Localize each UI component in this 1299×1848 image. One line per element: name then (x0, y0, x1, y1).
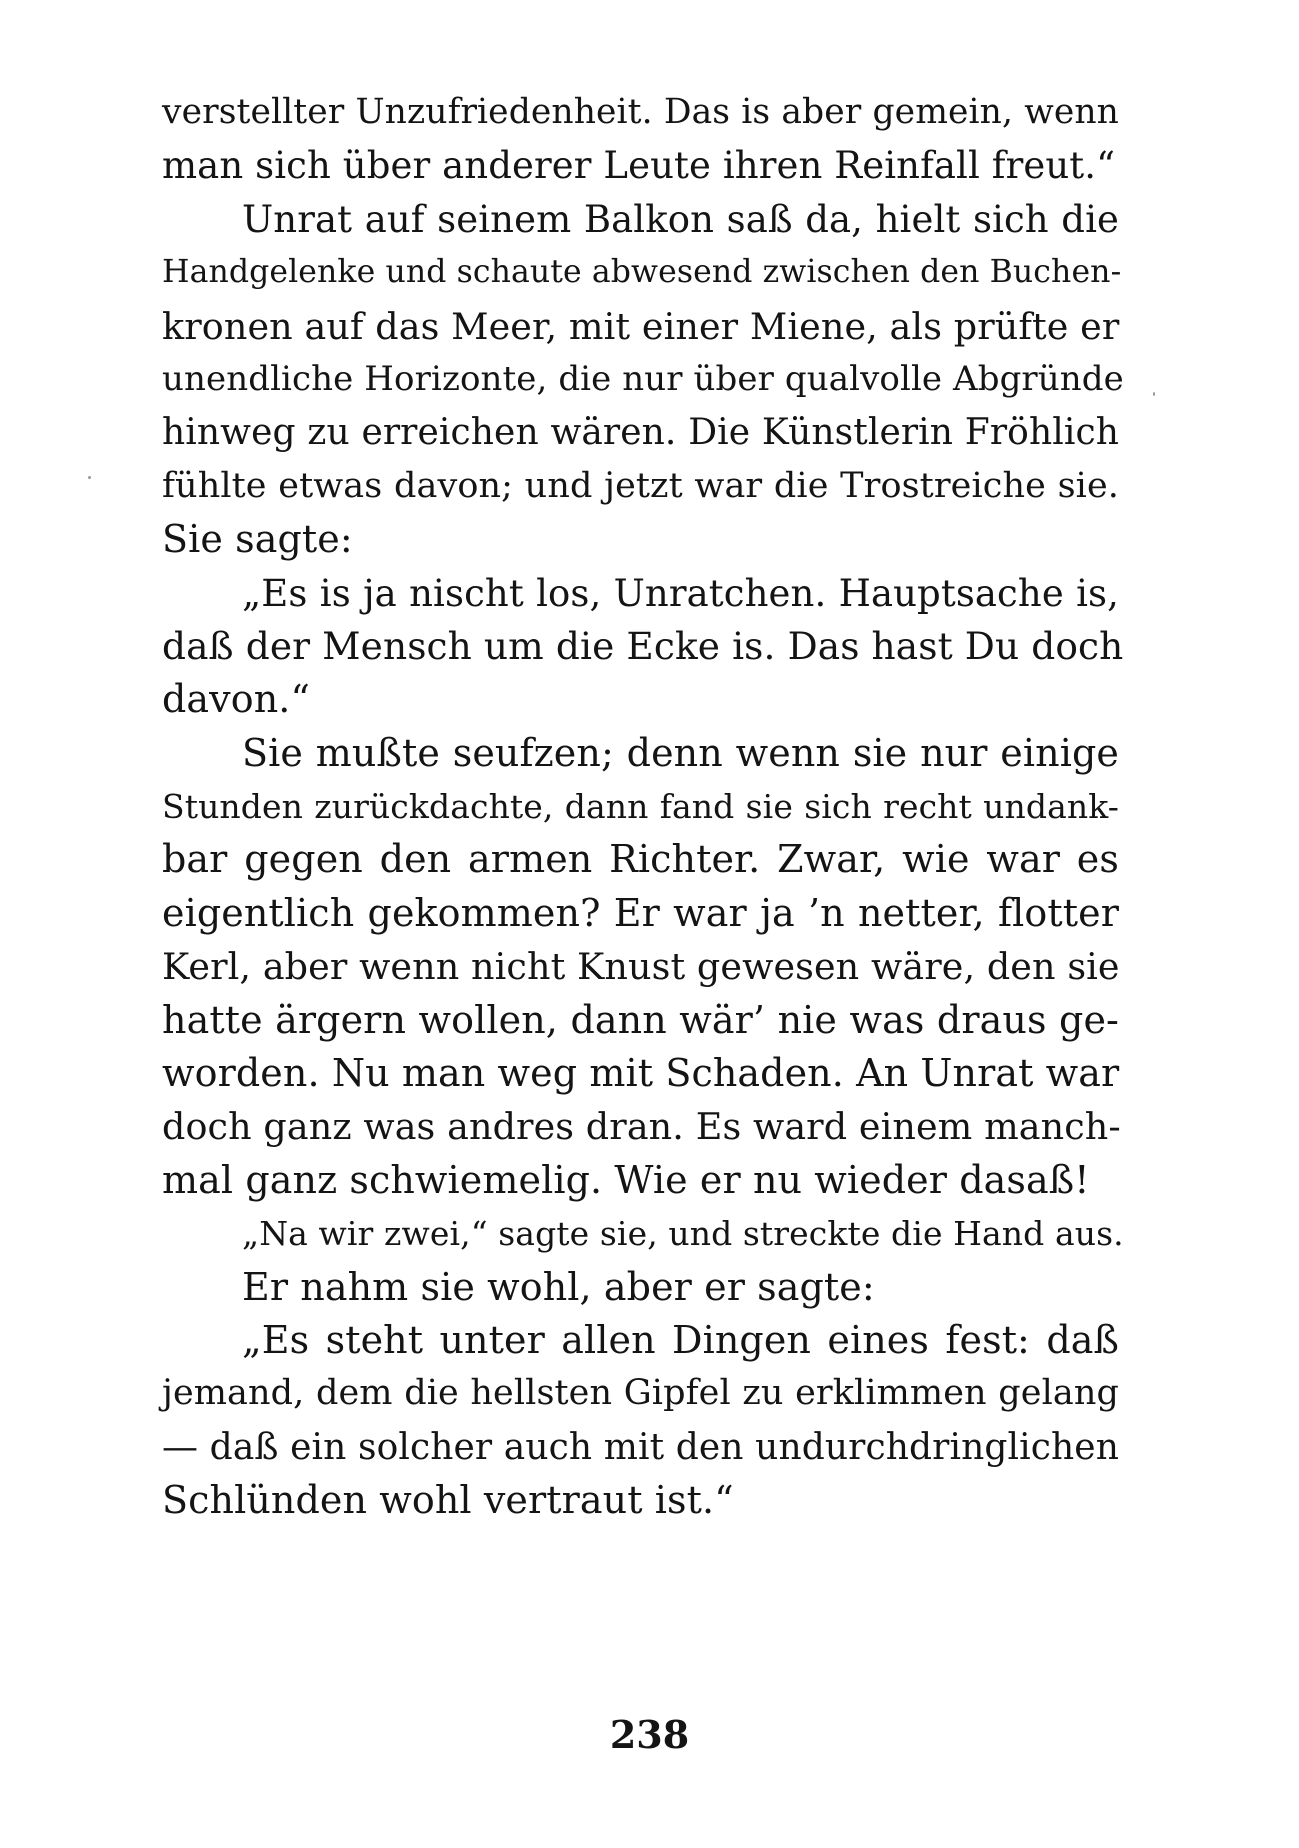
text-line: hatte ärgern wollen, dann wär’ nie was draus ge- (162, 997, 1119, 1042)
text-line: Kerl, aber wenn nicht Knust gewesen wäre, den sie (162, 945, 1120, 989)
text-line: mal ganz schwiemelig. Wie er nu wieder dasaß! (162, 1157, 1090, 1202)
text-line: man sich über anderer Leute ihren Reinfall freut.“ (162, 144, 1116, 188)
text-line: „Es steht unter allen Dingen eines fest: daß (242, 1317, 1119, 1362)
text-line: Handgelenke und schaute abwesend zwischen den Buchen- (162, 254, 1122, 291)
page-number: 238 (609, 1712, 690, 1757)
text-line: hinweg zu erreichen wären. Die Künstlerin Fröhlich (162, 412, 1119, 454)
text-line: davon.“ (162, 677, 311, 722)
text-line: Schlünden wohl vertraut ist.“ (162, 1478, 734, 1523)
text-line: kronen auf das Meer, mit einer Miene, als prüfte er (162, 304, 1120, 348)
text-line: Sie sagte: (162, 517, 353, 562)
paper-speck (1153, 392, 1155, 396)
text-line: Er nahm sie wohl, aber er sagte: (242, 1264, 875, 1309)
text-line: Unrat auf seinem Balkon saß da, hielt sich die (242, 197, 1119, 241)
paper-speck (88, 476, 91, 479)
text-line: unendliche Horizonte, die nur über qualvolle Abgründe (162, 358, 1124, 399)
text-line: eigentlich gekommen? Er war ja ’n netter, flotter (162, 890, 1119, 935)
text-line: daß der Mensch um die Ecke is. Das hast Du doch (162, 623, 1124, 668)
text-line: jemand, dem die hellsten Gipfel zu erklimmen gelang (162, 1373, 1119, 1414)
text-line: verstellter Unzufriedenheit. Das is aber gemein, wenn (162, 92, 1119, 132)
text-line: doch ganz was andres dran. Es ward einem manch- (162, 1105, 1121, 1149)
text-line: „Es is ja nischt los, Unratchen. Hauptsache is, (242, 571, 1119, 615)
text-line: Stunden zurückdachte, dann fand sie sich recht undank- (162, 787, 1119, 827)
text-line: „Na wir zwei,“ sagte sie, und streckte die Hand aus. (242, 1214, 1124, 1254)
text-line: — daß ein solcher auch mit den undurchdringlichen (162, 1426, 1119, 1468)
text-line: fühlte etwas davon; und jetzt war die Trostreiche sie. (162, 465, 1119, 506)
text-line: bar gegen den armen Richter. Zwar, wie war es (162, 837, 1119, 882)
text-line: Sie mußte seufzen; denn wenn sie nur einige (242, 730, 1119, 775)
text-line: worden. Nu man weg mit Schaden. An Unrat war (162, 1051, 1120, 1096)
body-text (162, 86, 1124, 1528)
